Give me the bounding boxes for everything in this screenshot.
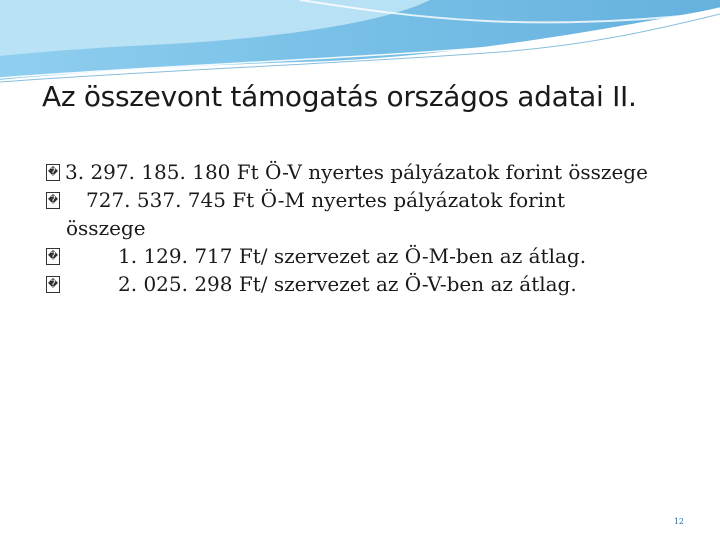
bullet-item-4 — [46, 270, 696, 298]
bullet-text-2-line-1: 727. 537. 745 Ft Ö-M nyertes pályázatok forint — [86, 188, 566, 212]
bullet-item-3 — [46, 242, 696, 270]
missing-glyph-icon: � — [46, 276, 60, 293]
bullet-text-2-line-2: összege — [66, 216, 146, 240]
bullet-text-1: 3. 297. 185. 180 Ft Ö-V nyertes pályázatok forint összege — [65, 160, 648, 184]
missing-glyph-icon: � — [46, 192, 60, 209]
bullet-text-3: 1. 129. 717 Ft/ szervezet az Ö-M-ben az átlag. — [118, 244, 587, 268]
missing-glyph-icon: � — [46, 164, 60, 181]
slide-title: Az összevont támogatás országos adatai II. — [42, 80, 637, 113]
missing-glyph-icon: � — [46, 248, 60, 265]
bullet-item-1 — [46, 158, 696, 186]
page-number: 12 — [673, 517, 684, 526]
bullet-list — [46, 158, 696, 298]
bullet-text-4: 2. 025. 298 Ft/ szervezet az Ö-V-ben az átlag. — [118, 272, 577, 296]
bullet-text-2 — [66, 186, 696, 242]
header-wave-decoration — [0, 0, 720, 90]
bullet-item-2 — [46, 186, 696, 242]
